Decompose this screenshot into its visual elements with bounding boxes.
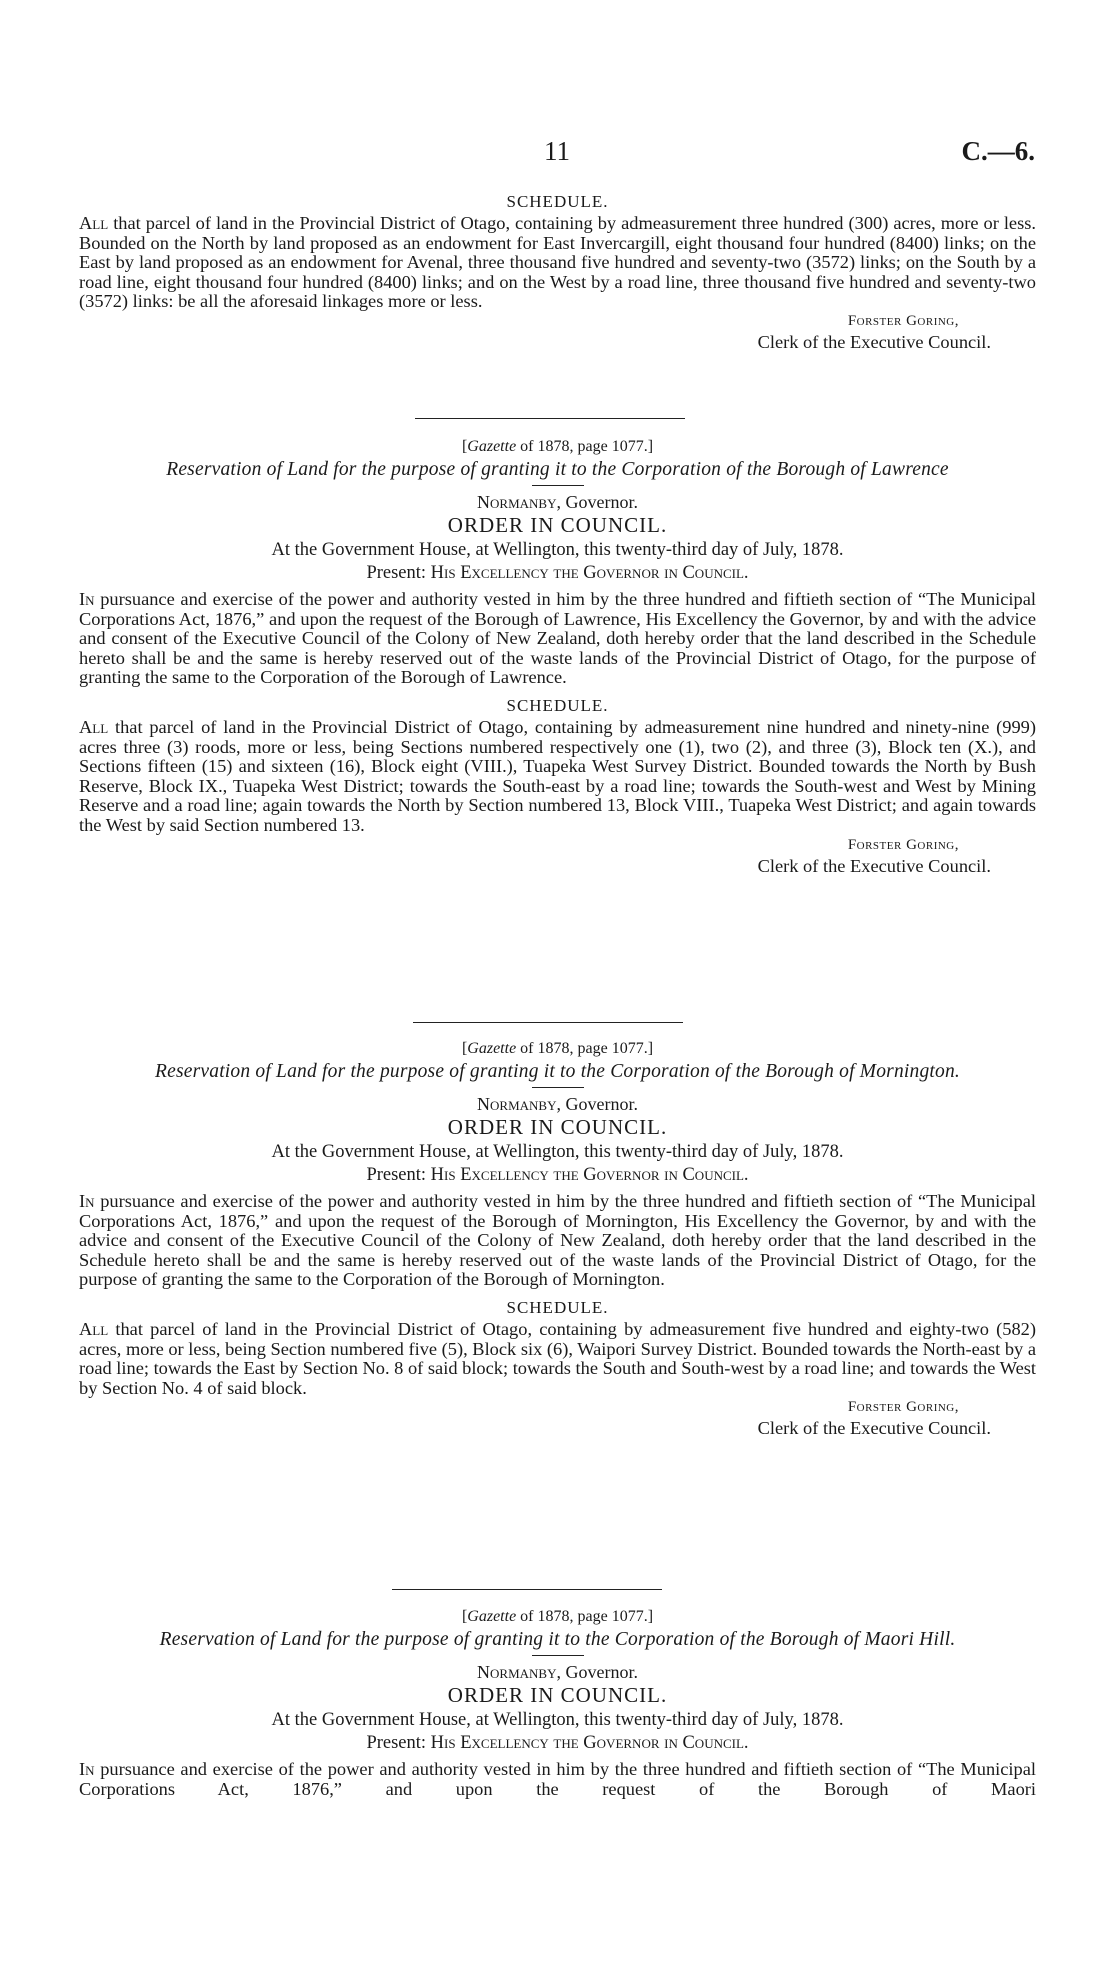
order-in-council-maori-hill xyxy=(79,1608,1036,1799)
order-body: In pursuance and exercise of the power and authority vested in him by the three hundred and fiftieth section of “The Municipal Corporations Act, 1876,” and upon the request of the Borough of Mornington, His Excellency the Governor, by and with the advice and consent of the Executive Council of the Colony of New Zealand, doth hereby order that the land described in the Schedule hereto shall be and the same is hereby reserved out of the waste lands of the Provincial District of Otago, for the purpose of granting the same to the Corporation of the Borough of Mornington. xyxy=(79,1191,1036,1290)
gazette-reference: [Gazette of 1878, page 1077.] xyxy=(461,1608,654,1625)
order-heading: ORDER IN COUNCIL. xyxy=(447,513,668,537)
schedule-heading: SCHEDULE. xyxy=(506,1297,609,1317)
gazette-name: Gazette xyxy=(467,438,517,455)
signature-name: Forster Goring, xyxy=(847,1399,959,1416)
gazette-reference: [Gazette of 1878, page 1077.] xyxy=(461,438,654,455)
page-number: 11 xyxy=(544,136,570,166)
order-in-council-lawrence xyxy=(79,438,1036,877)
order-heading: ORDER IN COUNCIL. xyxy=(447,1115,668,1139)
section-divider xyxy=(415,418,685,419)
gazette-name: Gazette xyxy=(467,1608,517,1625)
schedule-text: that parcel of land in the Provincial District of Otago, containing by admeasurement three hundred (300) acres, more or less. Bounded on the North by land proposed as an endowment for East Invercargill, eight thousand four hundred (8400) links; on the East by land proposed as an endowment for Avenal, three thousand five hundred and seventy-two (3572) links; on the South by a road line, eight thousand four hundred (8400) links; and on the West by a road line, three thousand five hundred and seventy-two (3572) links: be all the aforesaid linkages more or less. xyxy=(79,213,1036,312)
schedule-paragraph: All that parcel of land in the Provincial District of Otago, containing by admeasurement nine hundred and ninety-nine (999) acres three (3) roods, more or less, being Sections numbered respectively one (1), two (2), and three (3), Block ten (X.), and Sections fifteen (15) and sixteen (16), Block eight (VIII.), Tuapeka West Survey District. Bounded towards the North by Bush Reserve, Block IX., Tuapeka West District; towards the South-east by a road line; towards the South-west and West by Mining Reserve and a road line; again towards the North by Section numbered 13, Block VIII., Tuapeka West District; and again towards the West by said Section numbered 13. xyxy=(79,716,1036,835)
order-title: Reservation of Land for the purpose of granting it to the Corporation of the Borough of Lawrence xyxy=(166,459,949,480)
place-and-date: At the Government House, at Wellington, this twenty-third day of July, 1878. xyxy=(271,1710,844,1730)
place-and-date: At the Government House, at Wellington, this twenty-third day of July, 1878. xyxy=(271,1142,844,1162)
schedule-section-1 xyxy=(79,192,1036,353)
title-divider xyxy=(532,485,584,486)
governor-line: Normanby, Governor. xyxy=(477,1662,638,1682)
order-in-council-mornington xyxy=(79,1040,1036,1439)
order-title: Reservation of Land for the purpose of granting it to the Corporation of the Borough of Mornington. xyxy=(154,1061,961,1082)
governor-line: Normanby, Governor. xyxy=(477,492,638,512)
schedule-lead-word: All xyxy=(79,213,109,233)
title-divider xyxy=(532,1087,584,1088)
signature-name: Forster Goring, xyxy=(847,836,959,853)
schedule-paragraph xyxy=(79,214,1036,312)
title-divider xyxy=(532,1655,584,1656)
order-heading: ORDER IN COUNCIL. xyxy=(447,1683,668,1707)
place-and-date: At the Government House, at Wellington, this twenty-third day of July, 1878. xyxy=(271,540,844,560)
schedule-heading: SCHEDULE. xyxy=(506,192,609,211)
order-title: Reservation of Land for the purpose of granting it to the Corporation of the Borough of Maori Hill. xyxy=(159,1629,956,1650)
present-line: Present: His Excellency the Governor in Council. xyxy=(366,1733,749,1753)
order-body: In pursuance and exercise of the power and authority vested in him by the three hundred and fiftieth section of “The Municipal Corporations Act, 1876,” and upon the request of the Borough of Lawrence, His Excellency the Governor, by and with the advice and consent of the Executive Council of the Colony of New Zealand, doth hereby order that the land described in the Schedule hereto shall be and the same is hereby reserved out of the waste lands of the Provincial District of Otago, for the purpose of granting the same to the Corporation of the Borough of Lawrence. xyxy=(79,589,1036,688)
section-divider xyxy=(392,1589,662,1590)
present-line: Present: His Excellency the Governor in Council. xyxy=(366,1165,749,1185)
order-body: In pursuance and exercise of the power and authority vested in him by the three hundred and fiftieth section of “The Municipal Corporations Act, 1876,” and upon the request of the Borough of Maori xyxy=(79,1759,1036,1799)
governor-line: Normanby, Governor. xyxy=(477,1094,638,1114)
gazette-name: Gazette xyxy=(467,1040,517,1057)
signature-title: Clerk of the Executive Council. xyxy=(757,331,991,352)
schedule-paragraph: All that parcel of land in the Provincial District of Otago, containing by admeasurement five hundred and eighty-two (582) acres, more or less, being Section numbered five (5), Block six (6), Waipori Survey District. Bounded towards the North-east by a road line; towards the East by Section No. 8 of said block; towards the South and South-west by a road line; and towards the West by Section No. 4 of said block. xyxy=(79,1318,1036,1398)
signature-title: Clerk of the Executive Council. xyxy=(757,855,991,876)
section-divider xyxy=(413,1022,683,1023)
gazette-reference: [Gazette of 1878, page 1077.] xyxy=(461,1040,654,1057)
signature-title: Clerk of the Executive Council. xyxy=(757,1418,991,1439)
present-line: Present: His Excellency the Governor in Council. xyxy=(366,563,749,583)
signature-name: Forster Goring, xyxy=(847,312,959,329)
schedule-heading: SCHEDULE. xyxy=(506,695,609,715)
document-reference: C.—6. xyxy=(961,136,1035,166)
